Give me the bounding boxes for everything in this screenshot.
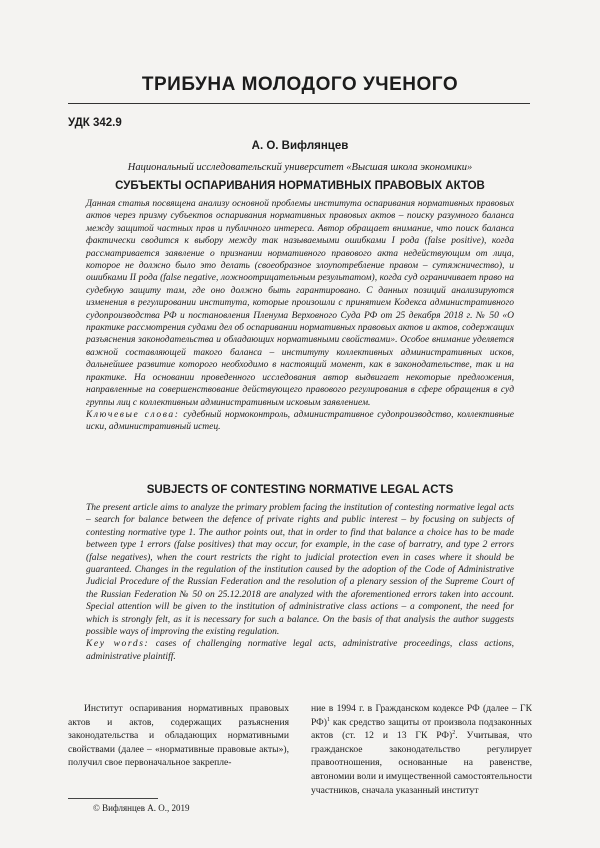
keywords-en [86, 638, 514, 663]
footnote-ref: 1 [326, 716, 330, 723]
body-paragraph: Институт оспаривания нормативных правовых актов и актов, содержащих разъяснения законодательства и обладающих нормативными свойствами (далее – «нормативные правовые акты»), получил свое первоначальное закрепле- [68, 703, 289, 769]
abstract-en-text: The present article aims to analyze the primary problem facing the institution of contesting normative legal acts – search for balance between the defence of private rights and public interest – by focusing on subjects of contesting normative type 1. The author points out, that in order to find that balance a choice has to be made between type 1 errors (false positives) that may occur, for example, in the case of barratry, and type 2 errors (false negatives), when the court restricts the right to judicial protection even in cases where it should be guaranteed. Changes in the regulation of the institution caused by the adoption of the Code of Administrative Judicial Procedure of the Russian Federation and the resolution of a plenary session of the Supreme Court of the Russian Federation № 50 on 25.12.2018 are analyzed with the aforementioned errors taken into account. Special attention will be given to the institution of administrative class actions – a component, the need for which is strongly felt, as it is necessary for such a balance. On the basis of that analysis the author suggests possible ways of improving the existing regulation. [86, 503, 514, 638]
body-text-part: ние в 1994 г. в Гражданском кодексе РФ (далее – ГК РФ) [311, 703, 532, 728]
copyright-note: © Вифлянцев А. О., 2019 [93, 803, 190, 813]
footnote-rule [68, 798, 158, 799]
keywords-ru-list: судебный нормоконтроль, административное судопроизводство, коллективные иски, административный истец. [86, 409, 514, 433]
body-paragraph-continued [311, 702, 532, 797]
author-affiliation: Национальный исследовательский университет «Высшая школа экономики» [127, 162, 473, 173]
body-text-part: как средство защиты от произвола подзаконных актов (ст. 12 и 13 ГК РФ) [311, 716, 532, 742]
article-title-ru: СУБЪЕКТЫ ОСПАРИВАНИЯ НОРМАТИВНЫХ ПРАВОВЫХ АКТОВ [115, 180, 485, 192]
body-text-part: . Учитывая, что гражданское законодательство регулирует правоотношения, основанные на равенстве, автономии воли и имущественной самостоятельности участников, сначала указанный институт [311, 730, 533, 796]
author-name: А. О. Вифлянцев [251, 140, 349, 152]
keywords-en-label: Key words: [86, 639, 150, 650]
abstract-ru-text: Данная статья посвящена анализу основной проблемы института оспаривания нормативных правовых актов через призму субъектов оспаривания нормативных правовых актов – поиску разумного баланса между защитой частных прав и публичного интереса. Автор обращает внимание, что поиск баланса фактически сводится к выбору между так называемыми ошибками I рода (false positive), когда рассматривается заявление о признании нормативного правового акта недействующим от лица, которое не должно было это делать (своеобразное злоупотребление правом – сутяжничество), и ошибками II рода (false negative, ложноотрицательным результатом), когда суд ограничивает право на судебную защиту там, где оно должно быть гарантировано. С данных позиций анализируются изменения в регулировании института, которые произошли с принятием Кодекса административного судопроизводства РФ и постановления Пленума Верховного Суда РФ от 25 декабря 2018 г. № 50 «О практике рассмотрения судами дел об оспаривании нормативных правовых актов и актов, содержащих разъяснения законодательства и обладающих нормативными свойствами». Особое внимание уделяется важной составляющей такого баланса – институту коллективных административных исков, дальнейшее развитие которого необходимо в настоящий момент, как в законодательстве, так и на практике. На основании проведенного исследования автор выдвигает некоторые предложения, направленные на совершенствование действующего правового регулирования в сфере обращения в суд группы лиц с коллективным административным исковым заявлением. [86, 199, 514, 408]
keywords-ru [86, 409, 514, 434]
keywords-en-list: cases of challenging normative legal acts, administrative proceedings, class actions, administrative plaintiff. [86, 639, 515, 662]
udk-code: УДК 342.9 [68, 117, 122, 129]
body-column-left [68, 702, 289, 770]
header-rule [68, 103, 530, 104]
abstract-ru [86, 198, 514, 434]
abstract-en [86, 502, 514, 663]
journal-section-title: ТРИБУНА МОЛОДОГО УЧЕНОГО [141, 74, 459, 95]
article-title-en: SUBJECTS OF CONTESTING NORMATIVE LEGAL ACTS [146, 484, 454, 496]
footnote-ref: 2 [452, 730, 456, 736]
keywords-ru-label: Ключевые слова: [86, 409, 180, 420]
body-column-right [311, 702, 532, 797]
